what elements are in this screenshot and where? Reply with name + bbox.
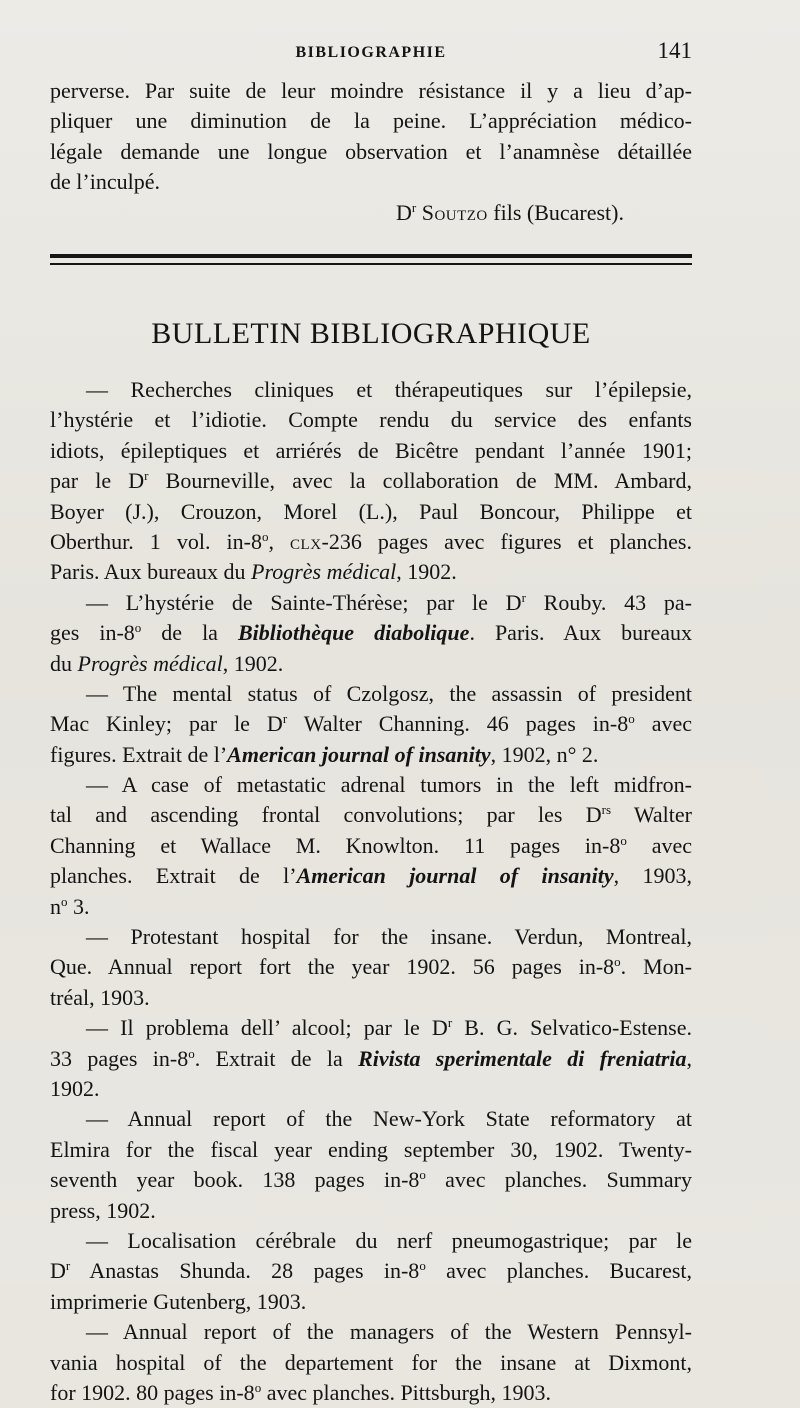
- entry-line: [50, 618, 692, 648]
- section-title: BULLETIN BIBLIOGRAPHIQUE: [151, 317, 591, 350]
- small-caps-text: clx: [290, 528, 322, 554]
- article-signature: [50, 198, 692, 228]
- running-title: BIBLIOGRAPHIE: [295, 44, 447, 61]
- entry-line: [50, 1226, 692, 1256]
- page-number: 141: [657, 38, 692, 63]
- entry-text: Bourneville, avec la collaboration de MM. Ambard,: [148, 468, 692, 494]
- entry-text: . Extrait de la: [194, 1045, 359, 1071]
- entry-text: vania hospital of the departement for the insane at Dixmont,: [50, 1349, 692, 1375]
- entry-line: [50, 952, 692, 982]
- entry-text: 1902.: [50, 1075, 100, 1101]
- bibliography-list: [50, 375, 692, 1408]
- entry-line: [50, 375, 692, 405]
- bibliography-entry: [50, 922, 692, 1013]
- entry-text: tréal, 1903.: [50, 984, 150, 1010]
- entry-line: [50, 709, 692, 739]
- entry-line: [50, 1348, 692, 1378]
- entry-text: Walter: [611, 802, 692, 828]
- entry-text: — Protestant hospital for the insane. Verdun, Montreal,: [86, 924, 692, 950]
- superscript: o: [254, 1379, 262, 1395]
- entry-text: tal and ascending frontal convolutions; par les D: [50, 802, 602, 828]
- entry-text: Rouby. 43 pa-: [525, 589, 692, 615]
- entry-text: avec planches. Pittsburgh, 1903.: [261, 1379, 552, 1405]
- entry-text: -236 pages avec figures et planches.: [321, 528, 692, 554]
- entry-line: [50, 922, 692, 952]
- entry-text: Oberthur. 1 vol. in-8: [50, 528, 262, 554]
- text-line: pliquer une diminution de la peine. L’appréciation médico-: [50, 108, 692, 134]
- entry-text: avec: [634, 711, 692, 737]
- entry-text: — Recherches cliniques et thérapeutiques sur l’épilepsie,: [86, 377, 692, 402]
- bibliography-entry: [50, 679, 692, 770]
- entry-text: Mac Kinley; par le D: [50, 711, 283, 737]
- bibliography-entry: [50, 1317, 692, 1408]
- entry-line: [50, 831, 692, 861]
- superscript: r: [447, 1015, 453, 1031]
- bibliography-entry: [50, 588, 692, 679]
- entry-line: [50, 1135, 692, 1165]
- superscript: o: [134, 620, 142, 636]
- superscript: r: [282, 711, 288, 727]
- entry-text: par le D: [50, 468, 145, 494]
- superscript: o: [620, 832, 627, 848]
- entry-line: [50, 466, 692, 496]
- entry-text: de la: [141, 620, 238, 646]
- superscript: r: [65, 1258, 71, 1274]
- entry-text: 33 pages in-8: [50, 1045, 189, 1071]
- entry-text: l’hystérie et l’idiotie. Compte rendu du service des enfants: [50, 407, 692, 433]
- entry-text: — Il problema dell’ alcool; par le D: [86, 1015, 448, 1041]
- journal-title: American journal of insanity: [227, 741, 491, 767]
- entry-line: [50, 649, 692, 679]
- entry-text: ,: [268, 528, 291, 554]
- entry-text: — L’hystérie de Sainte-Thérèse; par le D: [86, 589, 522, 615]
- superscript: o: [614, 954, 621, 970]
- bibliography-entry: [50, 375, 692, 588]
- entry-line: [50, 527, 692, 557]
- entry-text: seventh year book. 138 pages in-8: [50, 1167, 420, 1193]
- bibliography-entry: [50, 1104, 692, 1226]
- section-divider-thick: [50, 254, 692, 258]
- entry-text: , 1903,: [613, 863, 692, 889]
- entry-text: press, 1902.: [50, 1197, 156, 1223]
- superscript: o: [61, 893, 68, 909]
- entry-text: planches. Extrait de l’: [50, 863, 297, 889]
- entry-line: [50, 1013, 692, 1043]
- entry-text: du: [50, 650, 78, 676]
- entry-line: [50, 861, 692, 891]
- entry-line: [50, 800, 692, 830]
- text-line: de l’inculpé.: [50, 169, 160, 195]
- entry-text: Paris. Aux bureaux du: [50, 559, 252, 585]
- journal-title: American journal of insanity: [296, 863, 614, 889]
- entry-line: [50, 405, 692, 435]
- signature-rest: fils (Bucarest).: [487, 199, 624, 225]
- entry-text: avec: [626, 832, 692, 858]
- entry-line: [50, 436, 692, 466]
- entry-text: Boyer (J.), Crouzon, Morel (L.), Paul Boncour, Philippe et: [50, 498, 692, 524]
- entry-text: . Mon-: [620, 954, 692, 980]
- entry-text: n: [50, 893, 61, 919]
- entry-text: D: [50, 1258, 66, 1284]
- entry-text: ,: [686, 1045, 692, 1071]
- running-head: [50, 38, 692, 68]
- signature-title: D: [395, 199, 412, 225]
- entry-line: [50, 983, 692, 1013]
- entry-text: ges in-8: [50, 620, 135, 646]
- entry-text: figures. Extrait de l’: [50, 741, 228, 767]
- journal-title: Bibliothèque diabolique: [237, 620, 470, 646]
- entry-text: 3.: [67, 893, 90, 919]
- bibliography-entry: [50, 1226, 692, 1317]
- entry-text: Que. Annual report fort the year 1902. 56 pages in-8: [50, 954, 615, 980]
- entry-text: , 1902.: [222, 650, 284, 676]
- entry-line: [50, 1044, 692, 1074]
- entry-text: — The mental status of Czolgosz, the assassin of president: [86, 680, 692, 706]
- superscript: o: [261, 528, 269, 544]
- entry-line: [50, 1317, 692, 1347]
- entry-text: idiots, épileptiques et arriérés de Bicêtre pendant l’année 1901;: [50, 437, 692, 463]
- entry-text: , 1902, n° 2.: [490, 741, 599, 767]
- entry-text: — A case of metastatic adrenal tumors in the left midfron-: [86, 772, 692, 798]
- entry-text: avec planches. Summary: [425, 1167, 692, 1193]
- entry-text: for 1902. 80 pages in-8: [50, 1379, 255, 1405]
- entry-text: — Annual report of the managers of the Western Pennsyl-: [86, 1319, 692, 1345]
- entry-text: — Localisation cérébrale du nerf pneumogastrique; par le: [86, 1227, 692, 1253]
- entry-line: [50, 1287, 692, 1317]
- entry-text: Anastas Shunda. 28 pages in-8: [70, 1258, 420, 1284]
- text-line: perverse. Par suite de leur moindre résistance il y a lieu d’ap-: [50, 78, 692, 103]
- entry-text: . Paris. Aux bureaux: [469, 620, 692, 646]
- section-divider-thin: [50, 263, 692, 265]
- entry-text: imprimerie Gutenberg, 1903.: [50, 1288, 307, 1314]
- signature-title-sup: r: [411, 199, 417, 215]
- entry-text: avec planches. Bucarest,: [425, 1258, 692, 1284]
- entry-line: [50, 497, 692, 527]
- entry-line: [50, 1256, 692, 1286]
- entry-text: Channing et Wallace M. Knowlton. 11 pages in-8: [50, 832, 621, 858]
- entry-text: Elmira for the fiscal year ending september 30, 1902. Twenty-: [50, 1136, 692, 1162]
- entry-text: Walter Channing. 46 pages in-8: [287, 711, 629, 737]
- entry-line: [50, 557, 692, 587]
- superscript: r: [521, 589, 526, 605]
- entry-text: B. G. Selvatico-Estense.: [452, 1015, 692, 1041]
- entry-line: [50, 679, 692, 709]
- entry-line: [50, 1378, 692, 1408]
- bibliography-entry: [50, 1013, 692, 1104]
- superscript: r: [144, 468, 149, 484]
- journal-title: Rivista sperimentale di freniatria: [358, 1045, 687, 1071]
- superscript: o: [188, 1045, 195, 1061]
- previous-article-ending: [50, 76, 692, 228]
- superscript: o: [419, 1258, 426, 1274]
- entry-line: [50, 1165, 692, 1195]
- entry-line: [50, 892, 692, 922]
- entry-text: , 1902.: [396, 559, 457, 585]
- superscript: rs: [601, 802, 612, 818]
- superscript: o: [419, 1167, 426, 1183]
- entry-line: [50, 588, 692, 618]
- entry-line: [50, 1196, 692, 1226]
- signature-name: Soutzo: [421, 199, 488, 225]
- entry-text: — Annual report of the New-York State reformatory at: [86, 1106, 692, 1132]
- text-line: légale demande une longue observation et l’anamnèse détaillée: [50, 138, 692, 164]
- italic-title: Progrès médical: [251, 559, 397, 585]
- bibliography-entry: [50, 770, 692, 922]
- italic-title: Progrès médical: [77, 650, 223, 676]
- entry-line: [50, 1074, 692, 1104]
- entry-line: [50, 770, 692, 800]
- entry-line: [50, 740, 692, 770]
- superscript: o: [628, 711, 635, 727]
- entry-line: [50, 1104, 692, 1134]
